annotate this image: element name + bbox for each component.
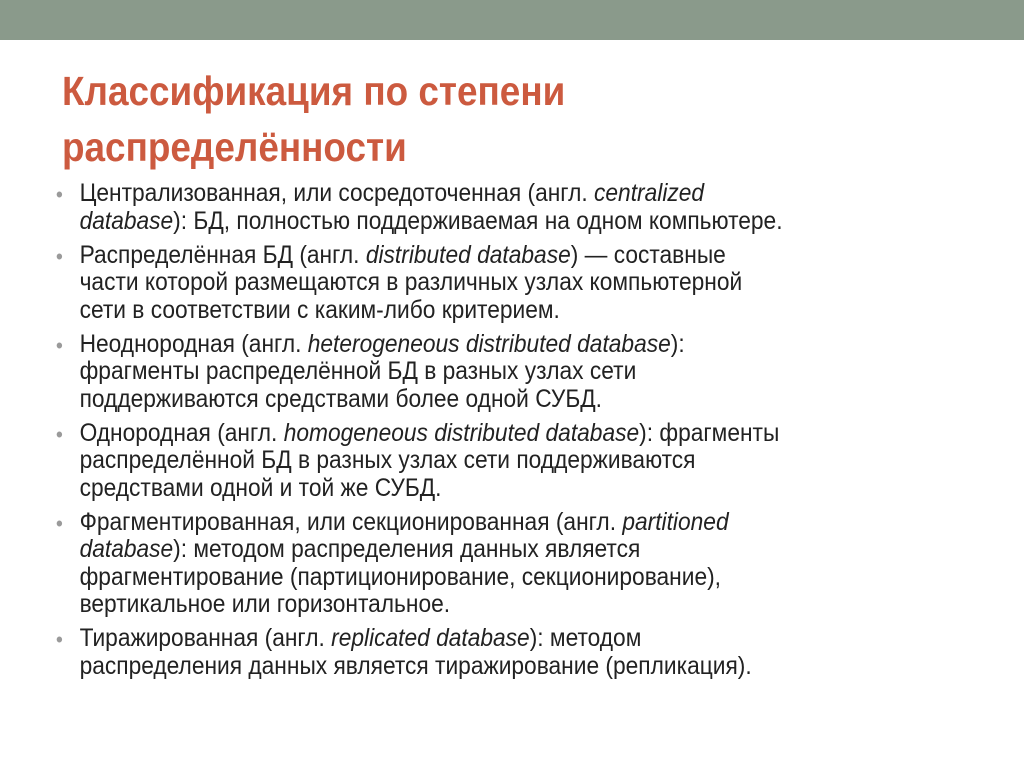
- bullet-marker-icon: •: [55, 627, 63, 652]
- bullet-text-line: [80, 386, 874, 414]
- bullet-text: распределения данных является тиражирование (репликация).: [79, 651, 752, 680]
- bullet-marker-icon: •: [55, 243, 63, 269]
- slide-title-line: Классификация по степени: [62, 68, 566, 114]
- bullet-item: [55, 180, 874, 235]
- bullet-text: ) — составные: [570, 240, 726, 269]
- bullet-text-line: [80, 358, 874, 386]
- bullet-marker-icon: •: [55, 421, 63, 447]
- bullet-item: [55, 420, 874, 503]
- bullet-text: Неоднородная (англ.: [79, 329, 308, 358]
- english-term: centralized: [594, 179, 705, 207]
- bullet-text-line: [80, 653, 874, 681]
- bullet-text: Однородная (англ.: [79, 418, 284, 447]
- bullet-text: Централизованная, или сосредоточенная (англ.: [79, 179, 595, 207]
- bullet-text-line: [80, 625, 874, 653]
- english-term: distributed database: [365, 240, 571, 269]
- bullet-text-line: [80, 331, 874, 359]
- bullet-text: Тиражированная (англ.: [79, 624, 332, 652]
- bullet-text-line: [80, 447, 874, 475]
- bullet-item: [55, 625, 874, 680]
- bullet-text-line: [80, 536, 874, 564]
- bullet-text-line: [80, 475, 874, 503]
- top-accent-bar: [0, 0, 1024, 40]
- bullet-text-line: [80, 208, 874, 236]
- bullet-text-line: [80, 269, 874, 297]
- english-term: replicated database: [331, 624, 530, 652]
- bullet-text: поддерживаются средствами более одной СУБД.: [79, 384, 602, 413]
- bullet-text: ): методом: [529, 624, 642, 652]
- bullet-text: вертикальное или горизонтальное.: [79, 590, 451, 618]
- slide-title: [62, 63, 872, 175]
- bullet-text: ):: [670, 329, 685, 358]
- english-term: homogeneous distributed database: [283, 418, 640, 447]
- english-term: heterogeneous distributed database: [307, 329, 671, 358]
- bullet-text-line: [80, 180, 874, 208]
- bullet-text-line: [80, 564, 874, 592]
- bullet-marker-icon: •: [55, 332, 63, 358]
- english-term: database: [79, 535, 174, 563]
- bullet-text-line: [80, 297, 874, 325]
- bullet-text-line: [80, 591, 874, 619]
- bullet-item: [55, 509, 874, 619]
- bullet-text: Распределённая БД (англ.: [79, 240, 366, 269]
- bullet-text-line: [80, 509, 874, 537]
- english-term: database: [79, 206, 174, 235]
- bullet-text: ): БД, полностью поддерживаемая на одном компьютере.: [173, 206, 783, 235]
- english-term: partitioned: [622, 507, 729, 536]
- bullet-marker-icon: •: [55, 510, 63, 536]
- bullet-text: распределённой БД в разных узлах сети поддерживаются: [79, 446, 696, 474]
- bullet-text: ): методом распределения данных является: [173, 535, 641, 563]
- bullet-item: [55, 331, 874, 414]
- bullet-item: [55, 242, 874, 325]
- bullet-text: части которой размещаются в различных узлах компьютерной: [79, 268, 743, 296]
- bullet-text: фрагментирование (партиционирование, секционирование),: [79, 562, 722, 591]
- bullet-text: ): фрагменты: [639, 418, 780, 447]
- bullet-list: [55, 180, 955, 687]
- bullet-text: Фрагментированная, или секционированная (англ.: [79, 507, 623, 536]
- bullet-text-line: [80, 242, 874, 270]
- bullet-text: средствами одной и той же СУБД.: [79, 473, 442, 502]
- slide-title-line: распределённости: [62, 124, 407, 170]
- bullet-text: фрагменты распределённой БД в разных узлах сети: [79, 357, 637, 385]
- bullet-text-line: [80, 420, 874, 448]
- bullet-marker-icon: •: [55, 182, 63, 207]
- bullet-text: сети в соответствии с каким-либо критерием.: [79, 295, 560, 324]
